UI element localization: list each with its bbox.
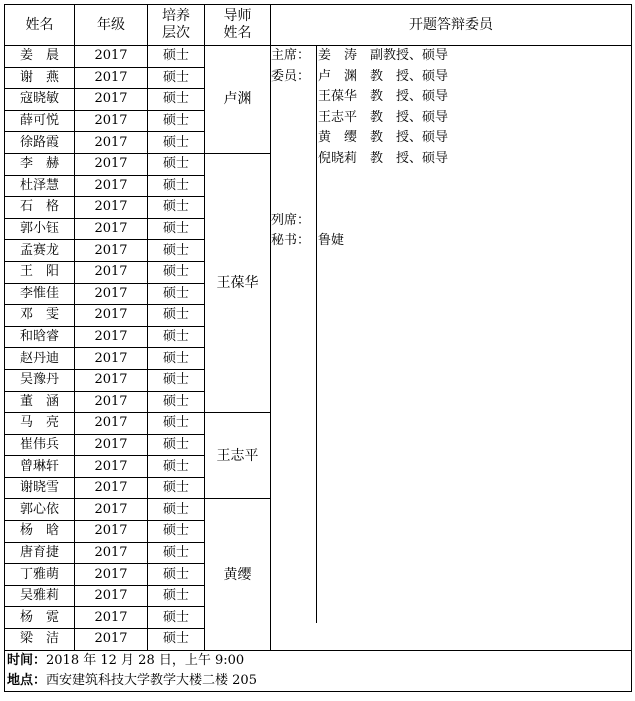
committee-member: [271, 128, 631, 149]
student-grade: 2017: [75, 434, 148, 456]
committee-spacer: [271, 273, 631, 294]
header-committee: 开题答辩委员: [271, 5, 632, 46]
student-name: 李 赫: [5, 153, 75, 175]
student-name: 唐育捷: [5, 542, 75, 564]
committee-member-label: 委员：: [271, 68, 311, 84]
student-grade: 2017: [75, 369, 148, 391]
place-value: 西安建筑科技大学教学大楼二楼 205: [46, 672, 257, 688]
committee-spacer: [271, 376, 631, 397]
committee-spacer: [271, 581, 631, 602]
student-grade: 2017: [75, 240, 148, 262]
committee-spacer: [271, 190, 631, 211]
student-level: 硕士: [148, 585, 205, 607]
student-grade: 2017: [75, 110, 148, 132]
student-level: 硕士: [148, 369, 205, 391]
student-name: 王 阳: [5, 261, 75, 283]
footer-cell: [5, 650, 632, 691]
committee-member-value: 王志平 教 授、硕导: [316, 108, 631, 129]
student-level: 硕士: [148, 89, 205, 111]
committee-member-label: [271, 87, 316, 108]
committee-chair: [271, 46, 631, 67]
student-grade: 2017: [75, 585, 148, 607]
committee-member-value: 王葆华 教 授、硕导: [316, 87, 631, 108]
student-grade: 2017: [75, 477, 148, 499]
student-level: 硕士: [148, 477, 205, 499]
student-level: 硕士: [148, 564, 205, 586]
student-level: 硕士: [148, 542, 205, 564]
student-grade: 2017: [75, 391, 148, 413]
committee-member-value: 黄 缨 教 授、硕导: [316, 128, 631, 149]
student-name: 杨 霓: [5, 607, 75, 629]
student-level: 硕士: [148, 67, 205, 89]
student-name: 曾琳轩: [5, 456, 75, 478]
student-name: 徐路霞: [5, 132, 75, 154]
student-grade: 2017: [75, 132, 148, 154]
student-grade: 2017: [75, 521, 148, 543]
place-line: [7, 671, 631, 691]
student-grade: 2017: [75, 283, 148, 305]
header-advisor-line2: 姓名: [223, 25, 252, 41]
committee-spacer: [271, 520, 631, 541]
student-name: 吴雅莉: [5, 585, 75, 607]
committee-spacer: [271, 355, 631, 376]
student-name: 郭小钰: [5, 218, 75, 240]
student-level: 硕士: [148, 46, 205, 68]
committee-member-value: 倪晓莉 教 授、硕导: [316, 149, 631, 170]
student-name: 姜 晨: [5, 46, 75, 68]
place-label: 地点：: [7, 672, 47, 688]
student-grade: 2017: [75, 89, 148, 111]
student-level: 硕士: [148, 153, 205, 175]
advisor-name: 黄缨: [205, 499, 271, 650]
committee-member-label: [271, 149, 316, 170]
committee-attendee-label: 列席：: [271, 212, 311, 228]
student-grade: 2017: [75, 542, 148, 564]
student-level: 硕士: [148, 283, 205, 305]
committee-member: [271, 108, 631, 129]
student-name: 石 格: [5, 197, 75, 219]
student-name: 杜泽慧: [5, 175, 75, 197]
committee-spacer: [271, 314, 631, 335]
committee-attendee-value: [316, 211, 631, 232]
committee-member: [271, 67, 631, 88]
student-level: 硕士: [148, 197, 205, 219]
committee-spacer: [271, 499, 631, 520]
student-level: 硕士: [148, 305, 205, 327]
student-level: 硕士: [148, 218, 205, 240]
student-name: 赵丹迪: [5, 348, 75, 370]
committee-chair-label: 主席：: [271, 48, 311, 63]
student-level: 硕士: [148, 413, 205, 435]
committee-member: [271, 149, 631, 170]
header-advisor: [205, 5, 271, 46]
defense-schedule-document: [4, 4, 631, 697]
student-grade: 2017: [75, 261, 148, 283]
student-grade: 2017: [75, 629, 148, 651]
header-grade: 年级: [75, 5, 148, 46]
student-level: 硕士: [148, 499, 205, 521]
student-level: 硕士: [148, 434, 205, 456]
student-name: 薛可悦: [5, 110, 75, 132]
student-name: 丁雅萌: [5, 564, 75, 586]
student-grade: 2017: [75, 67, 148, 89]
footer-row: [5, 650, 632, 691]
header-level-line1: 培养: [162, 8, 190, 24]
student-level: 硕士: [148, 175, 205, 197]
student-grade: 2017: [75, 348, 148, 370]
committee-spacer: [271, 170, 631, 191]
student-level: 硕士: [148, 110, 205, 132]
committee-attendee: [271, 211, 631, 232]
committee-spacer: [271, 540, 631, 561]
student-grade: 2017: [75, 175, 148, 197]
committee-spacer: [271, 437, 631, 458]
student-name: 董 涵: [5, 391, 75, 413]
advisor-name: 王葆华: [205, 153, 271, 412]
student-grade: 2017: [75, 413, 148, 435]
student-level: 硕士: [148, 132, 205, 154]
committee-spacer: [271, 458, 631, 479]
student-grade: 2017: [75, 499, 148, 521]
student-name: 崔伟兵: [5, 434, 75, 456]
advisor-name: 卢渊: [205, 46, 271, 154]
committee-chair-value: 姜 涛 副教授、硕导: [316, 46, 631, 67]
student-level: 硕士: [148, 629, 205, 651]
student-name: 梁 洁: [5, 629, 75, 651]
table-row: [5, 46, 632, 68]
committee-cell: [271, 46, 632, 651]
time-line: [7, 651, 631, 671]
student-name: 吴豫丹: [5, 369, 75, 391]
committee-member-label: [271, 128, 316, 149]
committee-spacer: [271, 561, 631, 582]
header-name: 姓名: [5, 5, 75, 46]
student-name: 马 亮: [5, 413, 75, 435]
student-name: 谢晓雪: [5, 477, 75, 499]
committee-spacer: [271, 417, 631, 438]
student-grade: 2017: [75, 326, 148, 348]
committee-spacer: [271, 396, 631, 417]
schedule-table: [4, 4, 632, 692]
header-advisor-line1: 导师: [223, 8, 252, 24]
student-grade: 2017: [75, 197, 148, 219]
advisor-name: 王志平: [205, 413, 271, 499]
student-name: 孟赛龙: [5, 240, 75, 262]
student-level: 硕士: [148, 326, 205, 348]
committee-secretary-label: 秘书：: [271, 233, 311, 249]
committee-spacer: [271, 252, 631, 273]
committee-secretary: [271, 231, 631, 252]
committee-spacer: [271, 478, 631, 499]
committee-spacer: [271, 334, 631, 355]
student-grade: 2017: [75, 456, 148, 478]
student-grade: 2017: [75, 46, 148, 68]
student-grade: 2017: [75, 607, 148, 629]
student-name: 郭心依: [5, 499, 75, 521]
committee-spacer: [271, 293, 631, 314]
student-name: 李惟佳: [5, 283, 75, 305]
committee-spacer: [271, 602, 631, 623]
committee-member-value: 卢 渊 教 授、硕导: [316, 67, 631, 88]
committee-list: [271, 46, 631, 623]
student-name: 和晗睿: [5, 326, 75, 348]
committee-member-label: [271, 108, 316, 129]
header-level-line2: 层次: [162, 25, 190, 41]
student-level: 硕士: [148, 391, 205, 413]
student-level: 硕士: [148, 456, 205, 478]
header-level: [148, 5, 205, 46]
header-row: [5, 5, 632, 46]
student-grade: 2017: [75, 218, 148, 240]
student-level: 硕士: [148, 348, 205, 370]
student-name: 邓 雯: [5, 305, 75, 327]
student-level: 硕士: [148, 261, 205, 283]
student-name: 谢 燕: [5, 67, 75, 89]
committee-secretary-value: 鲁婕: [316, 231, 631, 252]
student-name: 杨 晗: [5, 521, 75, 543]
committee-member: [271, 87, 631, 108]
time-value: 2018 年 12 月 28 日，上午 9:00: [46, 652, 245, 668]
student-level: 硕士: [148, 240, 205, 262]
time-label: 时间：: [7, 652, 47, 668]
student-name: 寇晓敏: [5, 89, 75, 111]
student-grade: 2017: [75, 153, 148, 175]
student-grade: 2017: [75, 564, 148, 586]
student-grade: 2017: [75, 305, 148, 327]
student-level: 硕士: [148, 521, 205, 543]
student-level: 硕士: [148, 607, 205, 629]
